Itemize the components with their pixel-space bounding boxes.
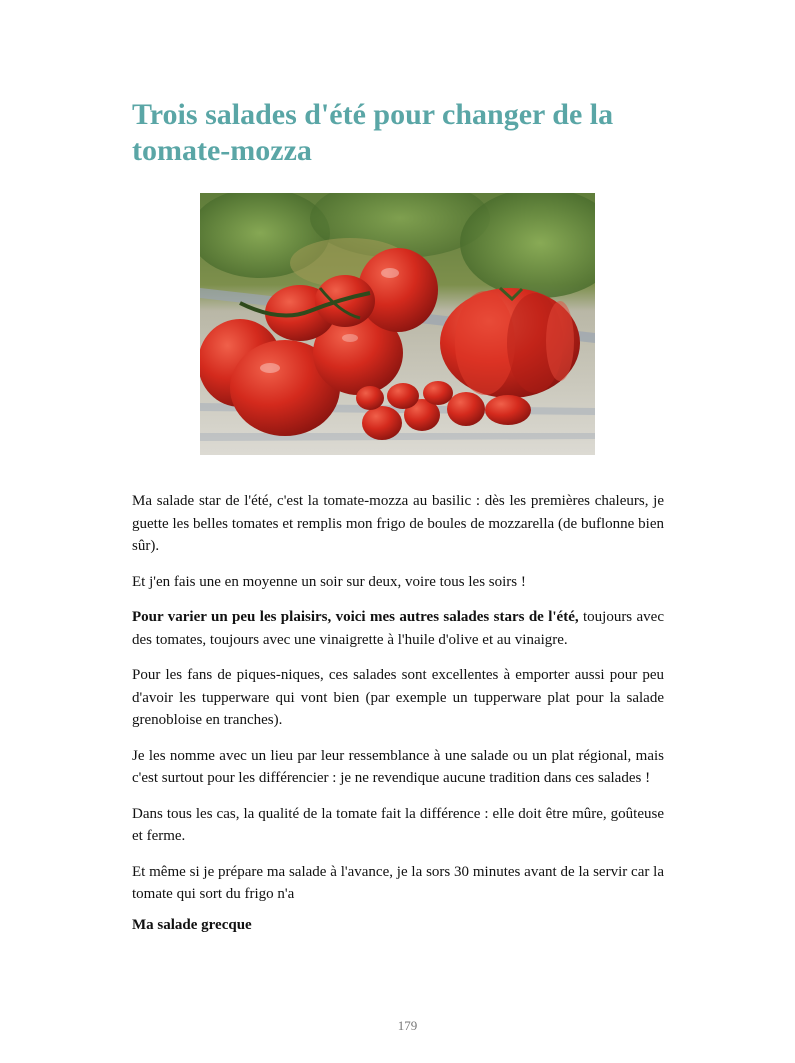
paragraph: Et même si je prépare ma salade à l'avance, je la sors 30 minutes avant de la servir car la tomate qui sort du frigo n'a (132, 863, 664, 902)
tomatoes-image (200, 193, 595, 455)
paragraph: Ma salade star de l'été, c'est la tomate-mozza au basilic : dès les premières chaleurs, je guette les belles tomates et remplis mon frigo de boules de mozzarella (de buflonne bien sûr). (132, 493, 664, 554)
tomatoes-photo (200, 193, 595, 455)
page-number: 179 (397, 1018, 418, 1033)
article-body (132, 490, 664, 949)
paragraph: Je les nomme avec un lieu par leur ressemblance à une salade ou un plat régional, mais c'est surtout pour les différencier : je ne revendique aucune tradition dans ces salades ! (132, 747, 664, 786)
section-heading: Ma salade grecque (132, 916, 252, 933)
page-title: Trois salades d'été pour changer de la tomate-mozza (132, 98, 614, 167)
paragraph: Et j'en fais une en moyenne un soir sur deux, voire tous les soirs ! (132, 573, 526, 590)
paragraph: Pour les fans de piques-niques, ces salades sont excellentes à emporter aussi pour peu d'avoir les tupperware qui vont bien (par exemple un tupperware plat pour la salade grenobloise en tranches). (132, 667, 664, 728)
paragraph-bold-lead: Pour varier un peu les plaisirs, voici mes autres salades stars de l'été, (132, 609, 579, 625)
paragraph: Dans tous les cas, la qualité de la tomate fait la différence : elle doit être mûre, goûteuse et ferme. (132, 805, 664, 844)
paragraph (132, 606, 664, 651)
paragraph-rest: toujours avec des tomates, toujours avec une vinaigrette à l'huile d'olive et au vinaigre. (132, 609, 664, 648)
